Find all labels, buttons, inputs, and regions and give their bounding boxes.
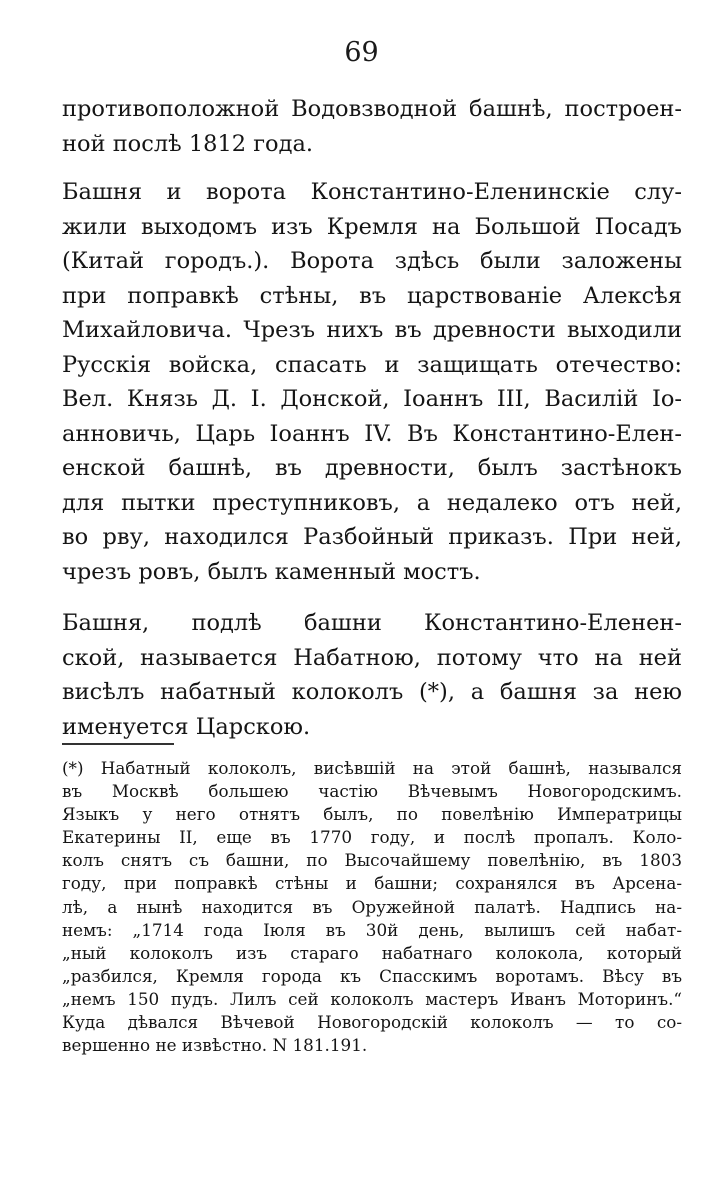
footnote-line: колъ снятъ съ башни, по Высочайшему повелѣнiю, въ 1803: [62, 850, 682, 871]
text-line: Вел. Князь Д. I. Донской, Iоаннъ III, Василiй Iо-: [62, 386, 682, 412]
footnote-line: (*) Набатный колоколъ, висѣвшiй на этой башнѣ, назывался: [62, 758, 682, 778]
text-line: енской башнѣ, въ древности, былъ застѣнокъ: [62, 455, 682, 481]
footnote-line: вершенно не извѣстно. N 181.191.: [62, 1035, 368, 1056]
paragraph-1: [62, 92, 682, 161]
text-line: Башня, подлѣ башни Константино-Еленен-: [62, 610, 682, 636]
footnote-line: Языкъ у него отнятъ былъ, по повелѣнiю Императрицы: [62, 804, 682, 825]
text-line: Русскiя войска, спасать и защищать отечество:: [62, 351, 682, 378]
text-line: ной послѣ 1812 года.: [62, 130, 314, 157]
footnote-divider: [62, 743, 174, 745]
text-line: Михайловича. Чрезъ нихъ въ древности выходили: [62, 317, 682, 343]
text-line: именуется Царскою.: [62, 713, 311, 740]
text-line: для пытки преступниковъ, а недалеко отъ ней,: [62, 489, 682, 516]
text-line: чрезъ ровъ, былъ каменный мостъ.: [62, 558, 481, 585]
paragraph-2: [62, 175, 682, 589]
text-line: анновичь, Царь Iоаннъ IV. Въ Константино-Елен-: [62, 420, 682, 447]
footnote-line: немъ: „1714 года Iюля въ 30й день, вылишъ сей набат-: [62, 919, 682, 940]
text-line: во рву, находился Разбойный приказъ. При ней,: [62, 524, 682, 550]
footnote-line: въ Москвѣ большею частiю Вѣчевымъ Новогородскимъ.: [62, 781, 682, 802]
footnote-line: году, при поправкѣ стѣны и башни; сохранялся въ Арсена-: [62, 873, 682, 894]
footnote-line: Екатерины II, еще въ 1770 году, и послѣ пропалъ. Коло-: [62, 827, 682, 848]
text-line: висѣлъ набатный колоколъ (*), а башня за нею: [62, 679, 682, 705]
footnote-line: Куда дѣвался Вѣчевой Новогородскiй колоколъ — то со-: [62, 1012, 682, 1033]
footnote-line: лѣ, а нынѣ находится въ Оружейной палатѣ. Надпись на-: [62, 896, 682, 917]
footnote: [62, 757, 682, 1057]
text-line: при поправкѣ стѣны, въ царствованiе Алексѣя: [62, 282, 682, 309]
text-line: ской, называется Набатною, потому что на ней: [62, 644, 682, 671]
footnote-line: „ный колоколъ изъ стараго набатнаго колокола, который: [62, 942, 682, 963]
text-line: (Китай городъ.). Ворота здѣсь были заложены: [62, 248, 682, 274]
text-line: противоположной Водовзводной башнѣ, построен-: [62, 96, 682, 122]
footnote-line: „немъ 150 пудъ. Лилъ сей колоколъ мастеръ Иванъ Моторинъ.“: [62, 988, 682, 1009]
page-number: 69: [344, 37, 379, 68]
footnote-line: „разбился, Кремля города къ Спасскимъ воротамъ. Вѣсу въ: [62, 965, 682, 986]
text-line: Башня и ворота Константино-Еленинскiе слу-: [62, 179, 682, 205]
paragraph-3: [62, 606, 682, 744]
text-line: жили выходомъ изъ Кремля на Большой Посадъ: [62, 213, 682, 240]
